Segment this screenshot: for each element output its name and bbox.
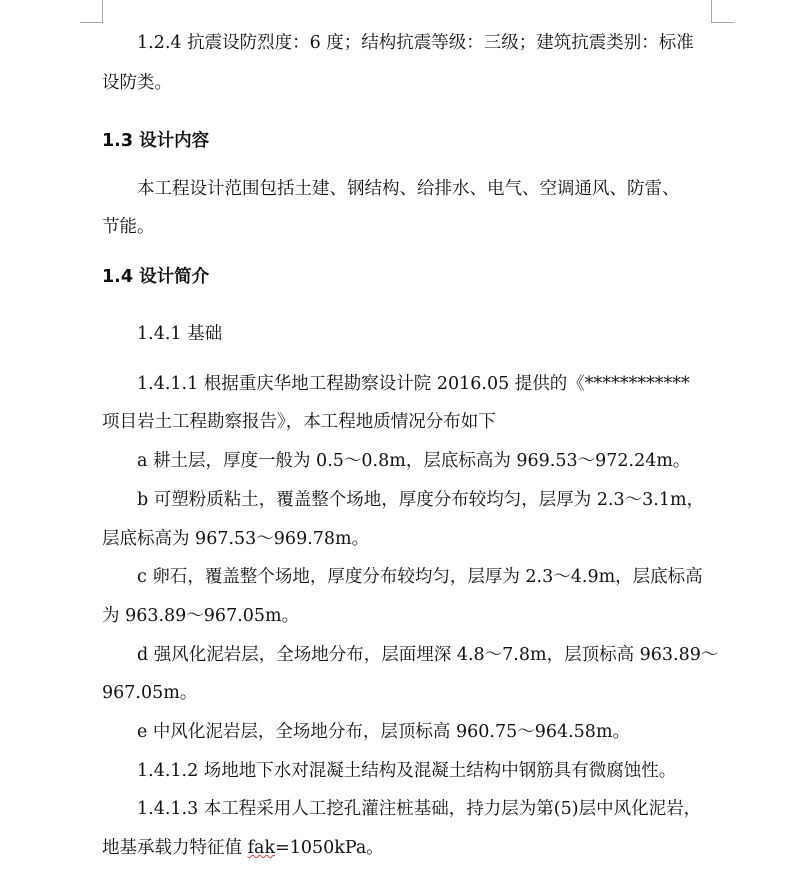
text-segment: =1050kPa。 [275, 838, 384, 858]
paragraph-1-4-1-2: 1.4.1.2 场地地下水对混凝土结构及混凝土结构中钢筋具有微腐蚀性。 [137, 761, 677, 781]
list-item-d: d 强风化泥岩层，全场地分布，层面埋深 4.8～7.8m，层顶标高 963.89～ [137, 645, 719, 665]
top-right-margin-marker [711, 0, 734, 23]
section-heading-1-3: 1.3 设计内容 [102, 131, 210, 151]
section-heading-1-4: 1.4 设计简介 [102, 267, 210, 287]
list-item-e: e 中风化泥岩层，全场地分布，层顶标高 960.75～964.58m。 [137, 722, 631, 742]
text-line: 设防类。 [102, 73, 172, 93]
list-item-b: b 可塑粉质粘土，覆盖整个场地，厚度分布较均匀，层厚为 2.3～3.1m， [137, 490, 705, 510]
text-line: 项目岩土工程勘察报告》，本工程地质情况分布如下 [102, 412, 496, 432]
text-line: 节能。 [102, 217, 155, 237]
text-line-last [0, 833, 795, 863]
text-line: 本工程设计范围包括土建、钢结构、给排水、电气、空调通风、防雷、 [137, 179, 680, 199]
text-line: 层底标高为 967.53～969.78m。 [102, 529, 370, 549]
top-left-margin-marker [80, 0, 103, 23]
text-line: 1.2.4 抗震设防烈度：6 度；结构抗震等级：三级；建筑抗震类别：标准 [137, 33, 694, 53]
paragraph-1-4-1-3: 1.4.1.3 本工程采用人工挖孔灌注桩基础，持力层为第(5)层中风化泥岩， [137, 799, 702, 819]
text-line: 为 963.89～967.05m。 [102, 606, 300, 626]
text-line: 967.05m。 [102, 683, 198, 703]
text-segment: 地基承载力特征值 [102, 838, 248, 858]
subsection-heading-1-4-1: 1.4.1 基础 [137, 324, 223, 344]
spellcheck-underlined-word: fak [247, 838, 276, 858]
list-item-a: a 耕土层，厚度一般为 0.5～0.8m，层底标高为 969.53～972.24m。 [137, 451, 691, 471]
list-item-c: c 卵石，覆盖整个场地，厚度分布较均匀，层厚为 2.3～4.9m，层底标高 [137, 567, 703, 587]
text-line: 1.4.1.1 根据重庆华地工程勘察设计院 2016.05 提供的《************ [137, 374, 690, 394]
